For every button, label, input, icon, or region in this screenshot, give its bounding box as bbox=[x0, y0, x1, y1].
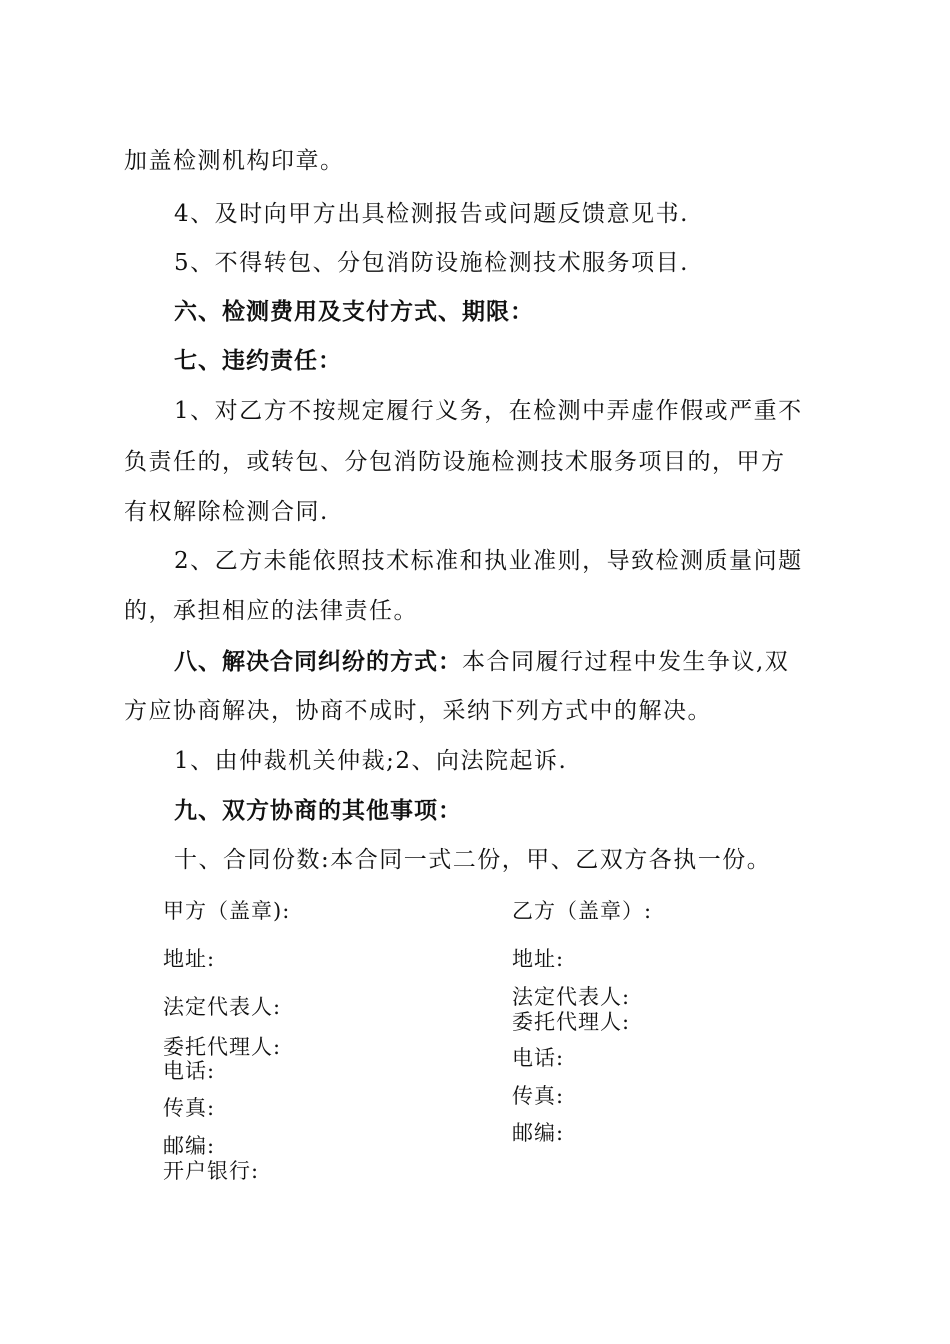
party-b-title: 乙方（盖章）: bbox=[512, 899, 653, 923]
body-line-10: 的，承担相应的法律责任。 bbox=[124, 598, 418, 624]
section-8-text: 本合同履行过程中发生争议,双 bbox=[462, 649, 790, 675]
body-line-6: 1、对乙方不按规定履行义务，在检测中弄虚作假或严重不 bbox=[174, 398, 803, 424]
party-a-legal-rep: 法定代表人: bbox=[163, 995, 282, 1019]
body-line-7: 负责任的，或转包、分包消防设施检测技术服务项目的，甲方 bbox=[124, 449, 786, 475]
party-a-fax: 传真: bbox=[163, 1096, 216, 1120]
body-line-2: 4、及时向甲方出具检测报告或问题反馈意见书. bbox=[174, 201, 689, 227]
body-line-8: 有权解除检测合同. bbox=[124, 499, 329, 525]
section-8-line bbox=[174, 647, 789, 677]
body-line-12: 1、由仲裁机关仲裁;2、向法院起诉. bbox=[174, 748, 568, 774]
section-10-line: 十、合同份数:本合同一式二份，甲、乙双方各执一份。 bbox=[174, 847, 772, 873]
party-a-postcode: 邮编: bbox=[163, 1134, 216, 1158]
party-b-agent: 委托代理人: bbox=[512, 1010, 631, 1034]
party-a-bank: 开户银行: bbox=[163, 1159, 260, 1183]
party-b-phone: 电话: bbox=[512, 1046, 565, 1070]
party-a-phone: 电话: bbox=[163, 1059, 216, 1083]
section-9-heading: 九、双方协商的其他事项： bbox=[174, 798, 462, 824]
body-line-11: 方应协商解决，协商不成时，采纳下列方式中的解决。 bbox=[124, 698, 712, 724]
body-line-1: 加盖检测机构印章。 bbox=[124, 148, 345, 174]
party-b-address: 地址: bbox=[512, 947, 565, 971]
section-7-heading: 七、违约责任： bbox=[174, 348, 342, 374]
body-line-9: 2、乙方未能依照技术标准和执业准则，导致检测质量问题 bbox=[174, 548, 803, 574]
party-a-address: 地址: bbox=[163, 947, 216, 971]
party-a-title: 甲方（盖章): bbox=[163, 899, 291, 923]
party-b-fax: 传真: bbox=[512, 1084, 565, 1108]
party-a-agent: 委托代理人: bbox=[163, 1035, 282, 1059]
party-b-postcode: 邮编: bbox=[512, 1121, 565, 1145]
section-8-heading: 八、解决合同纠纷的方式： bbox=[174, 649, 462, 675]
body-line-3: 5、不得转包、分包消防设施检测技术服务项目. bbox=[174, 250, 689, 276]
party-b-legal-rep: 法定代表人: bbox=[512, 985, 631, 1009]
section-6-heading: 六、检测费用及支付方式、期限： bbox=[174, 299, 534, 325]
